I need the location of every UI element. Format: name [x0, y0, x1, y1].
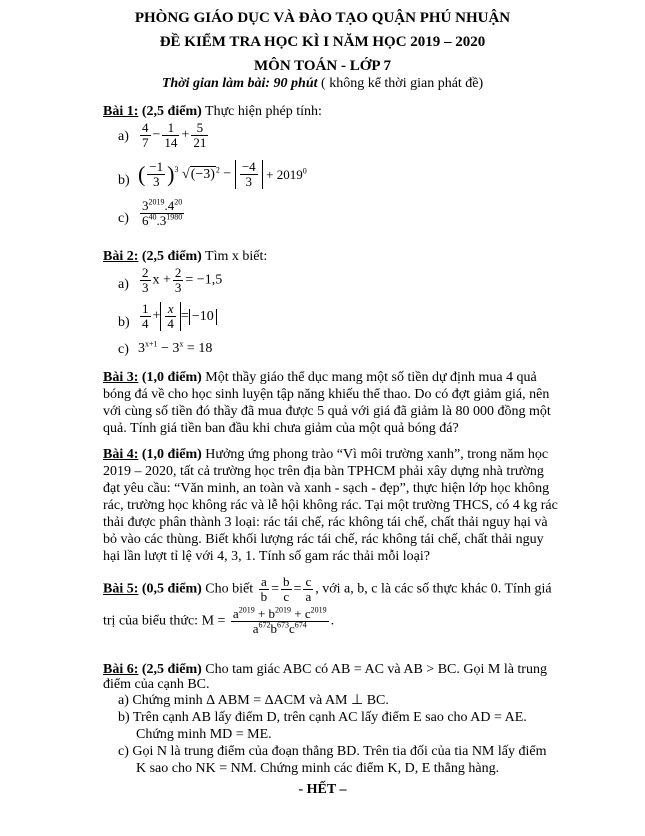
- q3-line-4: quả. Tính giá tiền ban đầu khi chưa giảm của một quả bóng đá?: [103, 421, 459, 436]
- end-marker: - HẾT –: [298, 782, 347, 797]
- q4-line-2: 2019 – 2020, tất cả trường học trên địa bàn TPHCM phải xây dựng nhà trường: [103, 464, 544, 479]
- time-line: [0, 76, 645, 92]
- q1-prompt: Thực hiện phép tính:: [201, 104, 322, 119]
- q2-title: Bài 2:: [103, 249, 139, 264]
- q6-part-b-1: b) Trên cạnh AB lấy điểm D, trên cạnh AC lấy điểm E sao cho AD = AE.: [118, 710, 527, 725]
- q5-points: (0,5 điểm): [138, 581, 202, 597]
- q4-line-1: Bài 4: (1,0 điểm) Hưởng ứng phong trào “Vì môi trường xanh”, trong năm học: [103, 447, 549, 462]
- q3-line-3: với cùng số tiền đó thầy đã mua được 5 quả với giá đã giảm là 80 000 đồng một: [103, 404, 551, 419]
- school-name: PHÒNG GIÁO DỤC VÀ ĐÀO TẠO QUẬN PHÚ NHUẬN: [134, 10, 511, 26]
- q3-line-2: bóng đá về cho học sinh luyện tập năng khiếu thể thao. Do có đợt giảm giá, nên: [103, 387, 550, 402]
- q6-line-2: điểm của cạnh BC.: [103, 677, 210, 692]
- q5-line-1: Bài 5: (0,5 điểm) Cho biết $\frac{a}{b}$ = $\frac{b}{c}$ = $\frac{c}{a}$ , với a, b, c là các số thực khác 0. Tính giá: [103, 574, 552, 604]
- q3-title: Bài 3:: [103, 370, 139, 385]
- time-label: Thời gian làm bài: 90 phút: [161, 76, 318, 91]
- q3-line-1: Bài 3: (1,0 điểm) Một thầy giáo thể dục mang một số tiền dự định mua 4 quả: [103, 370, 537, 385]
- q6-line-1: Bài 6: (2,5 điểm) Cho tam giác ABC có AB = AC và AB > BC. Gọi M là trung: [103, 662, 547, 677]
- q5-line-2: trị của biểu thức: M = $\frac{a^{2019} + b^{2019} + c^{2019}}{a^{672}b^{673}c^{674}}$ .: [103, 605, 335, 636]
- q4-line-4: rác, trường học không rác và lễ hội không rác. Tại một trường THCS, có 4 kg rác: [103, 498, 558, 513]
- q2-b-expr: $\frac{1}{4}$ + $\frac{x}{4}$ = −10: [138, 302, 217, 331]
- q4-points: (1,0 điểm): [138, 447, 202, 462]
- q6-points: (2,5 điểm): [138, 662, 202, 677]
- q4-line-7: hại lần lượt tỉ lệ với 4, 3, 1. Tính số gam rác thải mỗi loại?: [103, 549, 430, 564]
- subject-title: MÔN TOÁN - LỚP 7: [254, 58, 391, 74]
- q6-part-a: a) Chứng minh Δ ABM = ΔACM và AM ⊥ BC.: [118, 693, 389, 708]
- q1-b-label: b): [118, 173, 130, 188]
- q1-b-expr: ( $\frac{-1}{3}$ )$^3$ $√(-3)^2$ − $\frac{-4}{3}$ + $2019^0$: [138, 159, 307, 189]
- q6-title: Bài 6:: [103, 662, 139, 677]
- q2-c-expr: $3^{x+1} - 3^x = 18$: [138, 339, 213, 356]
- q1-a-label: a): [118, 129, 129, 144]
- q6-part-c-2: K sao cho NK = NM. Chứng minh các điểm K, D, E thẳng hàng.: [136, 761, 500, 776]
- q1-points: (2,5 điểm): [138, 104, 202, 119]
- q6-part-c-1: c) Gọi N là trung điểm của đoạn thẳng BD. Trên tia đối của tia NM lấy điểm: [118, 744, 547, 759]
- q1-heading: [103, 104, 322, 120]
- q2-b-label: b): [118, 315, 130, 330]
- q2-points: (2,5 điểm): [138, 249, 202, 264]
- q2-a-label: a): [118, 277, 129, 292]
- q4-title: Bài 4:: [103, 447, 139, 462]
- q4-line-6: bỏ vào các thùng. Biết khối lượng rác tái chế, rác không tái chế, chất thải nguy: [103, 532, 544, 547]
- q2-prompt: Tìm x biết:: [201, 249, 268, 264]
- q2-a-expr: $\frac{2}{3}$ x + $\frac{2}{3}$ = −1,5: [142, 265, 223, 295]
- q1-c-expr: $\frac{3^{2019}.4^{20}}{6^{40}.3^{1980}}$: [142, 197, 183, 228]
- q1-c-label: c): [118, 211, 129, 226]
- time-note: ( không kể thời gian phát đề): [317, 76, 484, 91]
- q4-line-5: thải được phân thành 3 loại: rác tái chế, rác không tái chế, chất thải nguy hại và: [103, 515, 548, 530]
- q1-title: Bài 1:: [103, 104, 139, 119]
- q1-a-expr: $\frac{4}{7}$ − $\frac{1}{14}$ + $\frac{5}{21}$: [142, 120, 207, 150]
- exam-title: ĐỀ KIỂM TRA HỌC KÌ I NĂM HỌC 2019 – 2020: [159, 34, 486, 50]
- q6-part-b-2: Chứng minh MD = ME.: [136, 727, 272, 742]
- q2-heading: [103, 249, 267, 265]
- q5-title: Bài 5:: [103, 581, 139, 597]
- q3-points: (1,0 điểm): [138, 370, 202, 385]
- q4-line-3: đạt yêu cầu: “Văn minh, an toàn và xanh - sạch - đẹp”, thực hiện lớp học không: [103, 481, 550, 496]
- q2-c-label: c): [118, 342, 129, 357]
